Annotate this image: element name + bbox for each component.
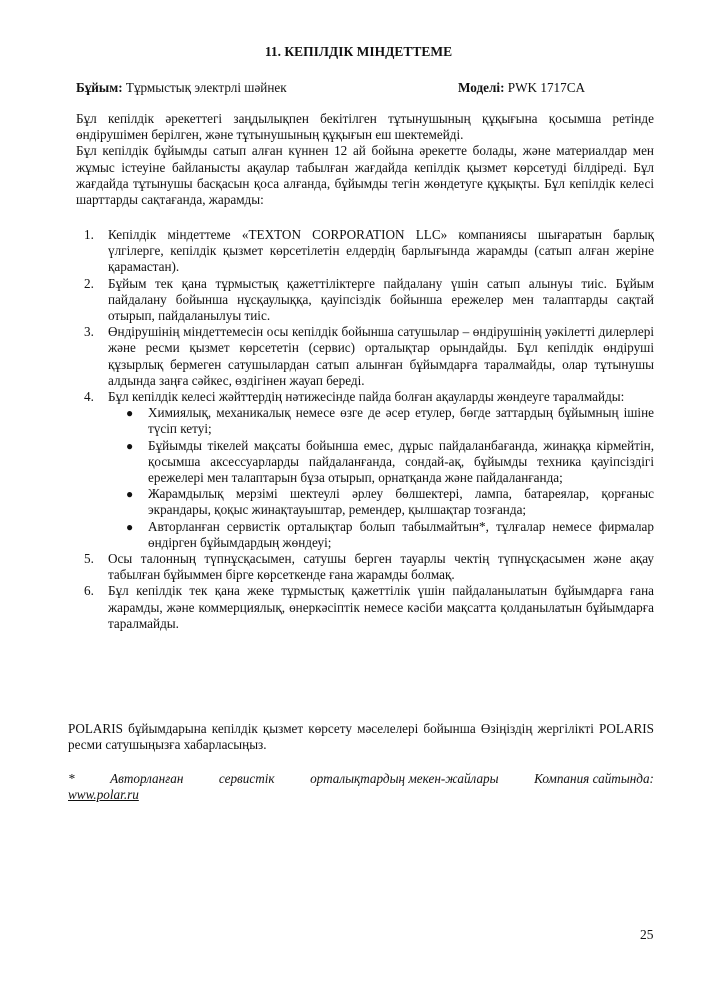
condition-item — [76, 389, 654, 551]
footnote-part: Авторланған — [110, 771, 184, 786]
product-model — [458, 80, 585, 96]
exclusion-text: Жарамдылық мерзімі шектеулі әрлеу бөлшектері, лампа, батареялар, қорғаныс экрандары, қоқыс жинақтауыштар, ремендер, қылшақтар тозғанда; — [148, 486, 654, 518]
condition-text: Бұл кепілдік келесі жәйттердің нәтижесінде пайда болған ақауларды жөндеуге таралмайды: — [108, 389, 625, 405]
exclusion-item — [108, 519, 654, 551]
condition-number: 1. — [84, 227, 94, 242]
product-item-label: Бұйым: — [76, 80, 123, 95]
product-model-value: PWK 1717CA — [504, 80, 586, 95]
footnote-part: орталықтардың мекен-жайлары — [310, 771, 499, 786]
service-contact-note: POLARIS бұйымдарына кепілдік қызмет көрсету мәселелері бойынша Өзіңіздің жергілікті POLARIS ресми сатушыңызға хабарласыңыз. — [68, 721, 654, 753]
exclusion-item — [108, 438, 654, 487]
condition-text: Бұйым тек қана тұрмыстық қажеттіліктерге пайдалану үшін сатып алынуы тиіс. Бұйым пайдалану бойынша нұсқаулыққа, қауіпсіздік бойынша ережелер мен талаптарды сақтай отырып, пайдаланылуы тиіс. — [108, 275, 654, 324]
exclusion-text: Химиялық, механикалық немесе өзге де әсер етулер, бөгде заттардың бұйымның ішіне түсіп кетуі; — [148, 405, 654, 437]
condition-text: Өндірушінің міндеттемесін осы кепілдік бойынша сатушылар – өндірушінің уәкілетті дилерлері және ресми қызмет көрсететін (сервис) орталықтар орындайды. Бұл кепілдік өндіруші құзырлық бермеген сатушылардан сатып алынған бұйымдарға таралмайды, олар тұтынушы алдында заңға сәйкес, өздігінен жауап береді. — [108, 324, 654, 388]
section-title: 11. КЕПІЛДІК МІНДЕТТЕМЕ — [264, 44, 453, 59]
footnote-part: * — [68, 771, 75, 786]
exclusion-item — [108, 405, 654, 437]
product-item — [76, 80, 287, 96]
footnote-part: Компания сайтында: — [534, 771, 654, 786]
product-item-value: Тұрмыстық электрлі шәйнек — [122, 80, 287, 95]
condition-text: Осы талонның түпнұсқасымен, сатушы берген тауарлы чектің түпнұсқасымен және ақау табылған бұйыммен бірге көрсеткенде ғана жарамды болмақ. — [108, 551, 654, 583]
product-model-label: Моделі: — [458, 80, 505, 95]
condition-item — [76, 551, 654, 583]
intro-paragraph: Бұл кепілдік бұйымды сатып алған күннен 12 ай бойына әрекетте болады, және материалдар мен жұмыс істеуіне байланысты ақаулар табылған жағдайда кепілдік қызмет көрсетуді білдіреді. Бұл жағдайда тұтынушы басқасын қоса алғанда, бұйымды тегін жөндетуге құқықты. Бұл кепілдік келесі шарттарды сақтағанда, жарамды: — [76, 143, 654, 208]
condition-text: Бұл кепілдік тек қана жеке тұрмыстық қажеттілік үшін пайдаланылатын бұйымдарға ғана жарамды, және коммерциялық, өнеркәсіптік немесе кәсіби мақсатта қолданылатын бұйымдарға таралмайды. — [108, 583, 654, 631]
bullet-icon: ● — [126, 438, 134, 453]
warranty-conditions-list — [76, 227, 654, 632]
footnote-part: сервистік — [218, 771, 275, 786]
condition-number: 2. — [84, 275, 94, 291]
page-number: 25 — [640, 927, 654, 942]
bullet-icon: ● — [126, 519, 134, 534]
condition-item — [76, 583, 654, 632]
intro-text — [76, 111, 654, 208]
condition-text: Кепілдік міндеттеме «TEXTON CORPORATION LLC» компаниясы шығаратын барлық үлгілерге, кепілдік қызмет көрсетілетін елдердің барлығында жарамды (сатып алған жеріне қарамастан). — [108, 227, 654, 275]
bullet-icon: ● — [126, 406, 134, 421]
exclusion-text: Авторланған сервистік орталықтар болып табылмайтын*, тұлғалар немесе фирмалар өндірген бұйымдардың жөндеуі; — [148, 518, 654, 550]
condition-item — [76, 276, 654, 325]
condition-number: 4. — [84, 389, 94, 405]
condition-number: 5. — [84, 551, 94, 567]
condition-number: 3. — [84, 324, 94, 340]
product-info-row — [76, 80, 656, 98]
condition-number: 6. — [84, 583, 94, 599]
website-link[interactable]: www.polar.ru — [68, 787, 139, 803]
bullet-icon: ● — [126, 487, 134, 502]
condition-item — [76, 227, 654, 276]
intro-paragraph: Бұл кепілдік әрекеттегі заңдылықпен бекітілген тұтынушының құқығына қосымша ретінде өндірушімен берілген, және тұтынушының құқығын еш шектемейді. — [76, 111, 654, 143]
exclusion-item — [108, 486, 654, 518]
exclusion-text: Бұйымды тікелей мақсаты бойынша емес, дұрыс пайдаланбағанда, жинаққа кірмейтін, қосымша аксессуарларды пайдаланғанда, сондай-ақ, бұйымды техника қауіпсіздігі ережелері мен талаптарын бұза отырып, орнатқанда және пайдаланғанда; — [148, 437, 654, 486]
exclusions-list — [108, 405, 654, 551]
condition-item — [76, 324, 654, 389]
asterisk-footnote — [68, 771, 654, 803]
